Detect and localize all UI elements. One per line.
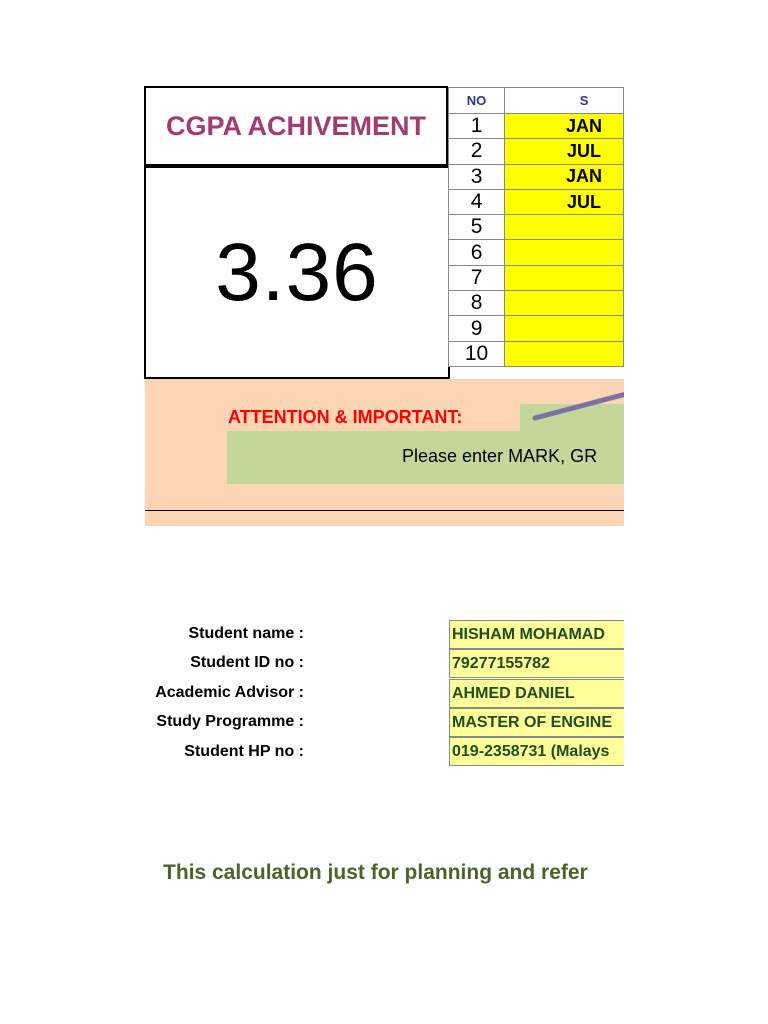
semester-table-header <box>449 88 624 114</box>
row-no: 2 <box>449 139 505 164</box>
semester-cell[interactable] <box>505 316 624 341</box>
table-row <box>449 114 624 139</box>
table-row <box>449 139 624 164</box>
arrow-line-icon <box>530 390 624 430</box>
row-no: 5 <box>449 215 505 240</box>
semester-cell[interactable]: JUL <box>505 139 624 164</box>
semester-cell[interactable]: JUL <box>505 189 624 214</box>
student-id-field[interactable]: 79277155782 <box>449 649 624 678</box>
row-no: 3 <box>449 164 505 189</box>
semester-cell[interactable] <box>505 215 624 240</box>
row-no: 1 <box>449 114 505 139</box>
student-name-label: Student name : <box>188 625 304 642</box>
academic-advisor-field[interactable]: AHMED DANIEL <box>449 679 624 708</box>
table-row <box>449 215 624 240</box>
study-programme-label: Study Programme : <box>156 713 304 730</box>
table-row <box>449 265 624 290</box>
instruction-text: Please enter MARK, GR <box>402 446 598 466</box>
student-id-label: Student ID no : <box>190 654 304 671</box>
student-hp-label: Student HP no : <box>184 743 304 760</box>
study-programme-field[interactable]: MASTER OF ENGINE <box>449 708 624 737</box>
semester-cell[interactable] <box>505 265 624 290</box>
table-row <box>449 341 624 366</box>
semester-cell[interactable] <box>505 291 624 316</box>
row-no: 7 <box>449 265 505 290</box>
attention-label: ATTENTION & IMPORTANT: <box>228 404 520 431</box>
student-name-field[interactable]: HISHAM MOHAMAD <box>449 620 624 649</box>
table-row <box>449 291 624 316</box>
divider <box>145 510 624 511</box>
row-no: 10 <box>449 341 505 366</box>
row-no: 4 <box>449 189 505 214</box>
row-no: 8 <box>449 291 505 316</box>
page-title: CGPA ACHIVEMENT <box>165 110 426 141</box>
cgpa-title-cell <box>144 86 448 166</box>
header-no: NO <box>449 88 505 114</box>
semester-cell[interactable] <box>505 240 624 265</box>
semester-table <box>448 87 624 367</box>
table-row <box>449 240 624 265</box>
academic-advisor-label: Academic Advisor : <box>155 684 304 701</box>
table-row <box>449 316 624 341</box>
row-no: 6 <box>449 240 505 265</box>
header-semester: S <box>505 88 624 114</box>
cgpa-value-cell <box>144 166 450 379</box>
footer-note: This calculation just for planning and refer <box>163 861 588 884</box>
semester-cell[interactable]: JAN <box>505 164 624 189</box>
table-row <box>449 164 624 189</box>
table-row <box>449 189 624 214</box>
cgpa-value: 3.36 <box>215 226 379 318</box>
row-no: 9 <box>449 316 505 341</box>
student-hp-field[interactable]: 019-2358731 (Malays <box>449 737 624 766</box>
semester-cell[interactable]: JAN <box>505 114 624 139</box>
semester-cell[interactable] <box>505 341 624 366</box>
